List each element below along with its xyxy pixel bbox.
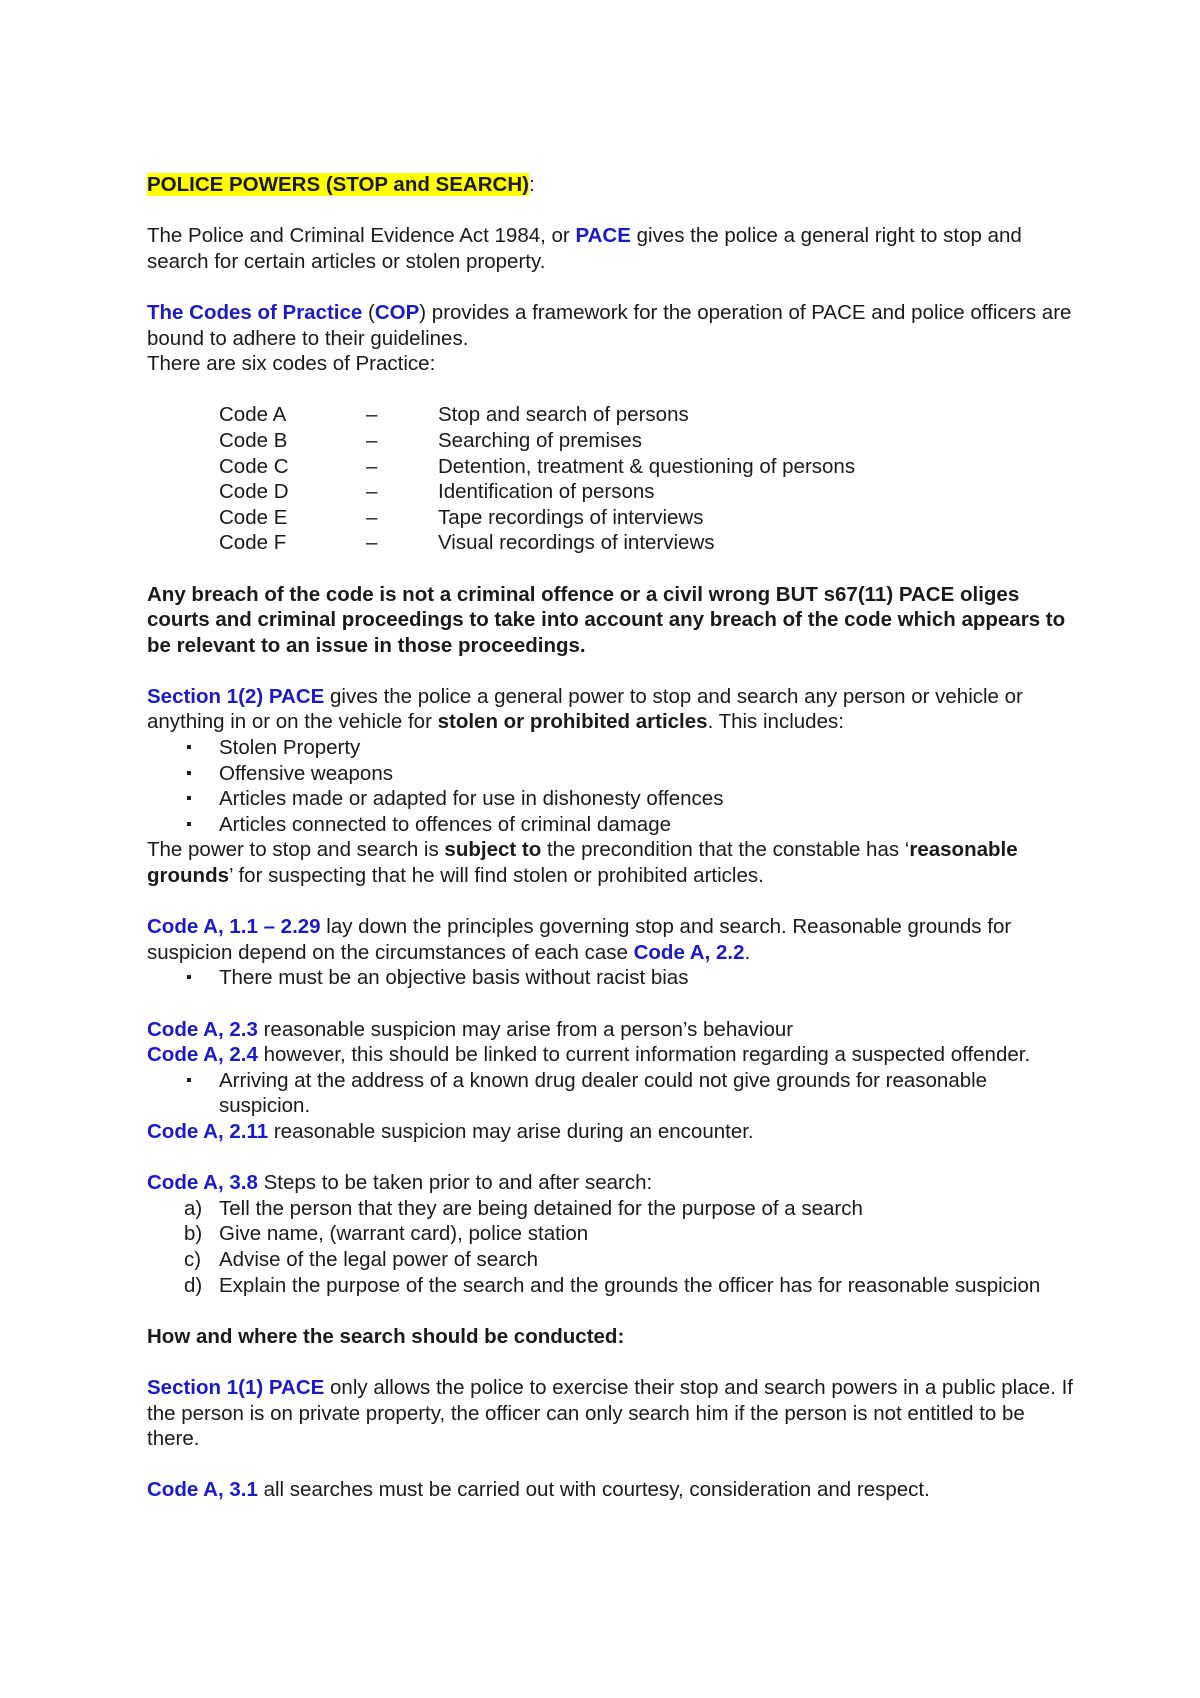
code-row (219, 454, 1077, 480)
code-a-3-8-paragraph (147, 1170, 1077, 1196)
list-item-text: Explain the purpose of the search and the grounds the officer has for reasonable suspicion (219, 1273, 1041, 1297)
list-item: ▪ There must be an objective basis without racist bias (147, 965, 1077, 991)
section-1-2-text-2: . This includes: (707, 710, 844, 734)
code-a-2-4-text: however, this should be linked to current information regarding a suspected offender. (257, 1043, 1031, 1067)
how-where-heading: How and where the search should be conducted: (147, 1324, 625, 1348)
list-item-text: Give name, (warrant card), police station (219, 1222, 589, 1246)
code-dash: – (366, 480, 378, 504)
code-name: Code F (219, 531, 287, 555)
code-dash: – (366, 454, 378, 478)
code-a-2-11-paragraph (147, 1119, 1077, 1145)
code-description: Stop and search of persons (438, 403, 689, 427)
power-text-3: ’ for suspecting that he will find stolen or prohibited articles. (229, 864, 764, 888)
code-dash: – (366, 403, 378, 427)
list-item (147, 1196, 1077, 1222)
code-description: Visual recordings of interviews (438, 531, 715, 555)
code-description: Tape recordings of interviews (438, 505, 704, 529)
cop-text-2: ) provides a framework for the operation of PACE and police officers are bound to adhere to their guidelines. (147, 300, 1072, 350)
code-description: Searching of premises (438, 428, 642, 452)
prohibited-articles-list (147, 735, 1077, 837)
code-a-1-1-paragraph (147, 914, 1077, 965)
cop-paragraph (147, 300, 1077, 351)
intro-paragraph (147, 223, 1077, 274)
pace-term: PACE (575, 224, 631, 248)
section-1-1-text: only allows the police to exercise their stop and search powers in a public place. If the person is on private property, the officer can only search him if the person is not entitled to be there. (147, 1375, 1073, 1451)
power-text-1: The power to stop and search is (147, 838, 445, 862)
code-a-1-1-text-2: . (744, 940, 751, 964)
code-description: Identification of persons (438, 480, 655, 504)
drug-dealer-list (147, 1068, 1077, 1119)
intro-text-1: The Police and Criminal Evidence Act 1984, or (147, 224, 576, 248)
list-item: ▪ Offensive weapons (147, 761, 1077, 787)
code-name: Code B (219, 428, 288, 452)
code-dash: – (366, 505, 378, 529)
intro-text-2: gives the police a general right to stop and search for certain articles or stolen property. (147, 224, 1022, 273)
list-marker: c) (184, 1247, 202, 1271)
document-body (147, 172, 1077, 1503)
code-a-3-1-ref: Code A, 3.1 (147, 1478, 258, 1502)
list-item: ▪ Stolen Property (147, 735, 1077, 761)
section-1-2-text-1: gives the police a general power to stop and search any person or vehicle or anything in or on the vehicle for (147, 684, 1023, 734)
section-1-1-ref: Section 1(1) PACE (147, 1375, 325, 1399)
title-colon: : (528, 173, 535, 196)
code-a-2-4-ref: Code A, 2.4 (147, 1043, 258, 1067)
code-a-2-11-ref: Code A, 2.11 (147, 1119, 269, 1143)
code-a-2-2-ref: Code A, 2.2 (633, 940, 745, 964)
code-a-2-11-text: reasonable suspicion may arise during an encounter. (268, 1119, 754, 1143)
code-name: Code A (219, 403, 287, 427)
code-name: Code D (219, 480, 289, 504)
code-row (219, 428, 1077, 454)
code-dash: – (366, 428, 378, 452)
code-row (219, 530, 1077, 556)
code-a-1-1-text-1: lay down the principles governing stop and search. Reasonable grounds for suspicion depend on the circumstances of each case (147, 915, 1012, 964)
list-item: ▪ Arriving at the address of a known drug dealer could not give grounds for reasonable suspicion. (147, 1068, 1077, 1119)
list-item (147, 1221, 1077, 1247)
code-a-2-3-ref: Code A, 2.3 (147, 1017, 258, 1041)
code-description: Detention, treatment & questioning of persons (438, 454, 856, 478)
cop-abbr: COP (374, 300, 420, 324)
breach-paragraph: Any breach of the code is not a criminal offence or a civil wrong BUT s67(11) PACE oliges courts and criminal proceedings to take into account any breach of the code which appears to be relevant to an issue in those proceedings. (147, 582, 1066, 657)
code-name: Code C (219, 454, 289, 478)
code-a-3-8-text: Steps to be taken prior to and after search: (257, 1171, 653, 1195)
power-bold-1: subject to (444, 838, 542, 862)
list-item: ▪ Articles made or adapted for use in dishonesty offences (147, 786, 1077, 812)
cop-name: The Codes of Practice (147, 300, 363, 324)
code-a-3-8-ref: Code A, 3.8 (147, 1171, 258, 1195)
list-marker: d) (184, 1273, 203, 1297)
list-item (147, 1273, 1077, 1299)
section-1-2-paragraph (147, 684, 1077, 735)
section-1-2-bold: stolen or prohibited articles (437, 710, 708, 734)
codes-list (219, 402, 1077, 556)
code-row (219, 479, 1077, 505)
code-a-2-3-paragraph (147, 1017, 1077, 1043)
code-a-2-3-text: reasonable suspicion may arise from a person’s behaviour (257, 1017, 794, 1041)
code-row (219, 402, 1077, 428)
code-a-3-1-text: all searches must be carried out with courtesy, consideration and respect. (257, 1478, 930, 1502)
list-item-text: Tell the person that they are being detained for the purpose of a search (219, 1196, 863, 1220)
section-1-1-paragraph (147, 1375, 1077, 1452)
power-bold-2: reasonable grounds (147, 838, 1018, 888)
code-dash: – (366, 531, 378, 555)
code-row (219, 505, 1077, 531)
title-line (147, 172, 1077, 198)
list-marker: a) (184, 1196, 203, 1220)
code-name: Code E (219, 505, 288, 529)
list-item (147, 1247, 1077, 1273)
six-codes-line: There are six codes of Practice: (147, 352, 436, 376)
code-a-1-1-ref: Code A, 1.1 – 2.29 (147, 915, 321, 939)
list-item: ▪ Articles connected to offences of criminal damage (147, 812, 1077, 838)
code-a-2-4-paragraph (147, 1042, 1077, 1068)
code-a-3-1-paragraph (147, 1477, 1077, 1503)
cop-text-1: ( (362, 300, 375, 324)
bias-list (147, 965, 1077, 991)
power-text-2: the precondition that the constable has ‘ (541, 838, 910, 862)
page-title: POLICE POWERS (STOP and SEARCH) (147, 173, 529, 196)
power-paragraph (147, 837, 1077, 888)
list-marker: b) (184, 1222, 203, 1246)
section-1-2-ref: Section 1(2) PACE (147, 684, 325, 708)
search-steps-list (147, 1196, 1077, 1298)
list-item-text: Advise of the legal power of search (219, 1247, 539, 1271)
